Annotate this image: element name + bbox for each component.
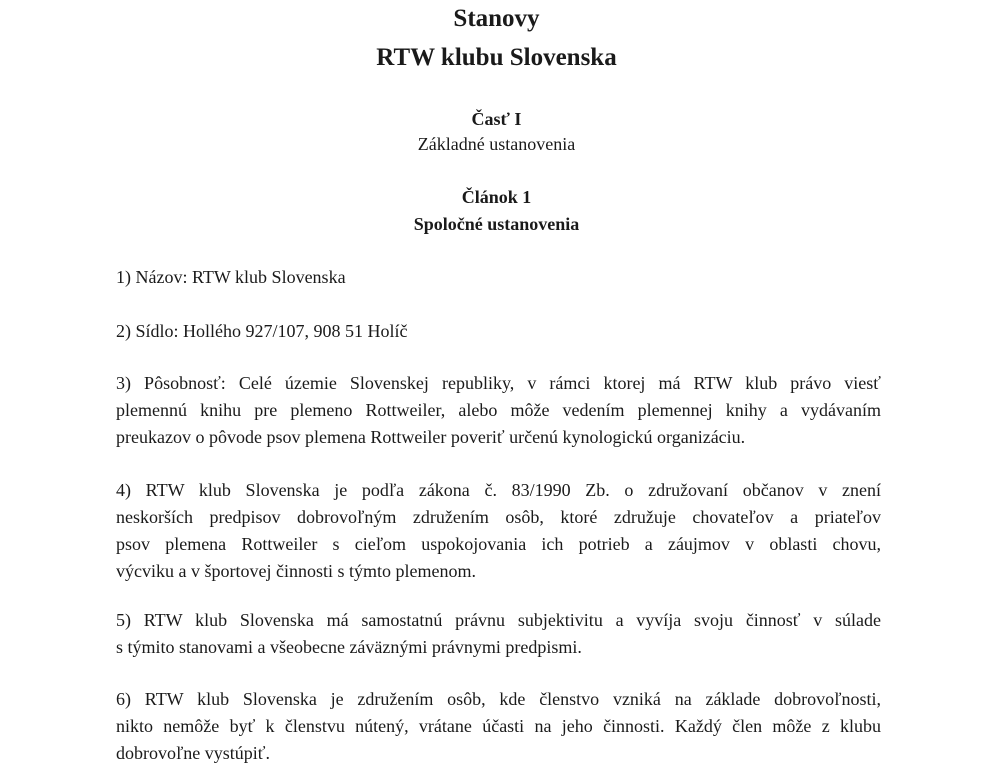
paragraph-line: 4) RTW klub Slovenska je podľa zákona č. 83/1990 Zb. o združovaní občanov v znení bbox=[116, 480, 881, 500]
paragraph-line: 1) Názov: RTW klub Slovenska bbox=[116, 267, 346, 287]
article-label: Článok 1 bbox=[461, 187, 532, 207]
paragraph-1 bbox=[116, 264, 881, 291]
paragraph-4 bbox=[116, 477, 881, 585]
paragraph-5 bbox=[116, 607, 881, 661]
paragraph-line: neskorších predpisov dobrovoľným združením osôb, ktoré združuje chovateľov a priateľov bbox=[116, 507, 881, 527]
document-subtitle: RTW klubu Slovenska bbox=[376, 44, 617, 71]
paragraph-line: plemennú knihu pre plemeno Rottweiler, alebo môže vedením plemennej knihy a vydávaním bbox=[116, 400, 881, 420]
paragraph-line: nikto nemôže byť k členstvu nútený, vrátane účasti na jeho činnosti. Každý člen môže z klubu bbox=[116, 716, 881, 736]
paragraph-line: výcviku a v športovej činnosti s týmto plemenom. bbox=[116, 561, 476, 581]
paragraph-2 bbox=[116, 318, 881, 345]
paragraph-line: preukazov o pôvode psov plemena Rottweiler poveriť určenú kynologickú organizáciu. bbox=[116, 427, 746, 447]
part-name: Základné ustanovenia bbox=[417, 134, 576, 154]
part-label: Časť I bbox=[471, 109, 522, 129]
paragraph-6 bbox=[116, 686, 881, 767]
paragraph-line: 5) RTW klub Slovenska má samostatnú právnu subjektivitu a vyvíja svoju činnosť v súlade bbox=[116, 610, 881, 630]
paragraph-line: 2) Sídlo: Hollého 927/107, 908 51 Holíč bbox=[116, 321, 408, 341]
paragraph-line: 6) RTW klub Slovenska je združením osôb, kde členstvo vzniká na základe dobrovoľnosti, bbox=[116, 689, 881, 709]
paragraph-3 bbox=[116, 370, 881, 451]
paragraph-line: psov plemena Rottweiler s cieľom uspokojovania ich potrieb a záujmov v oblasti chovu, bbox=[116, 534, 881, 554]
document-title: Stanovy bbox=[453, 5, 540, 32]
article-name: Spoločné ustanovenia bbox=[413, 214, 580, 234]
paragraph-line: 3) Pôsobnosť: Celé územie Slovenskej republiky, v rámci ktorej má RTW klub právo viesť bbox=[116, 373, 881, 393]
paragraph-line: s týmito stanovami a všeobecne záväznými právnymi predpismi. bbox=[116, 637, 582, 657]
paragraph-line: dobrovoľne vystúpiť. bbox=[116, 743, 270, 763]
